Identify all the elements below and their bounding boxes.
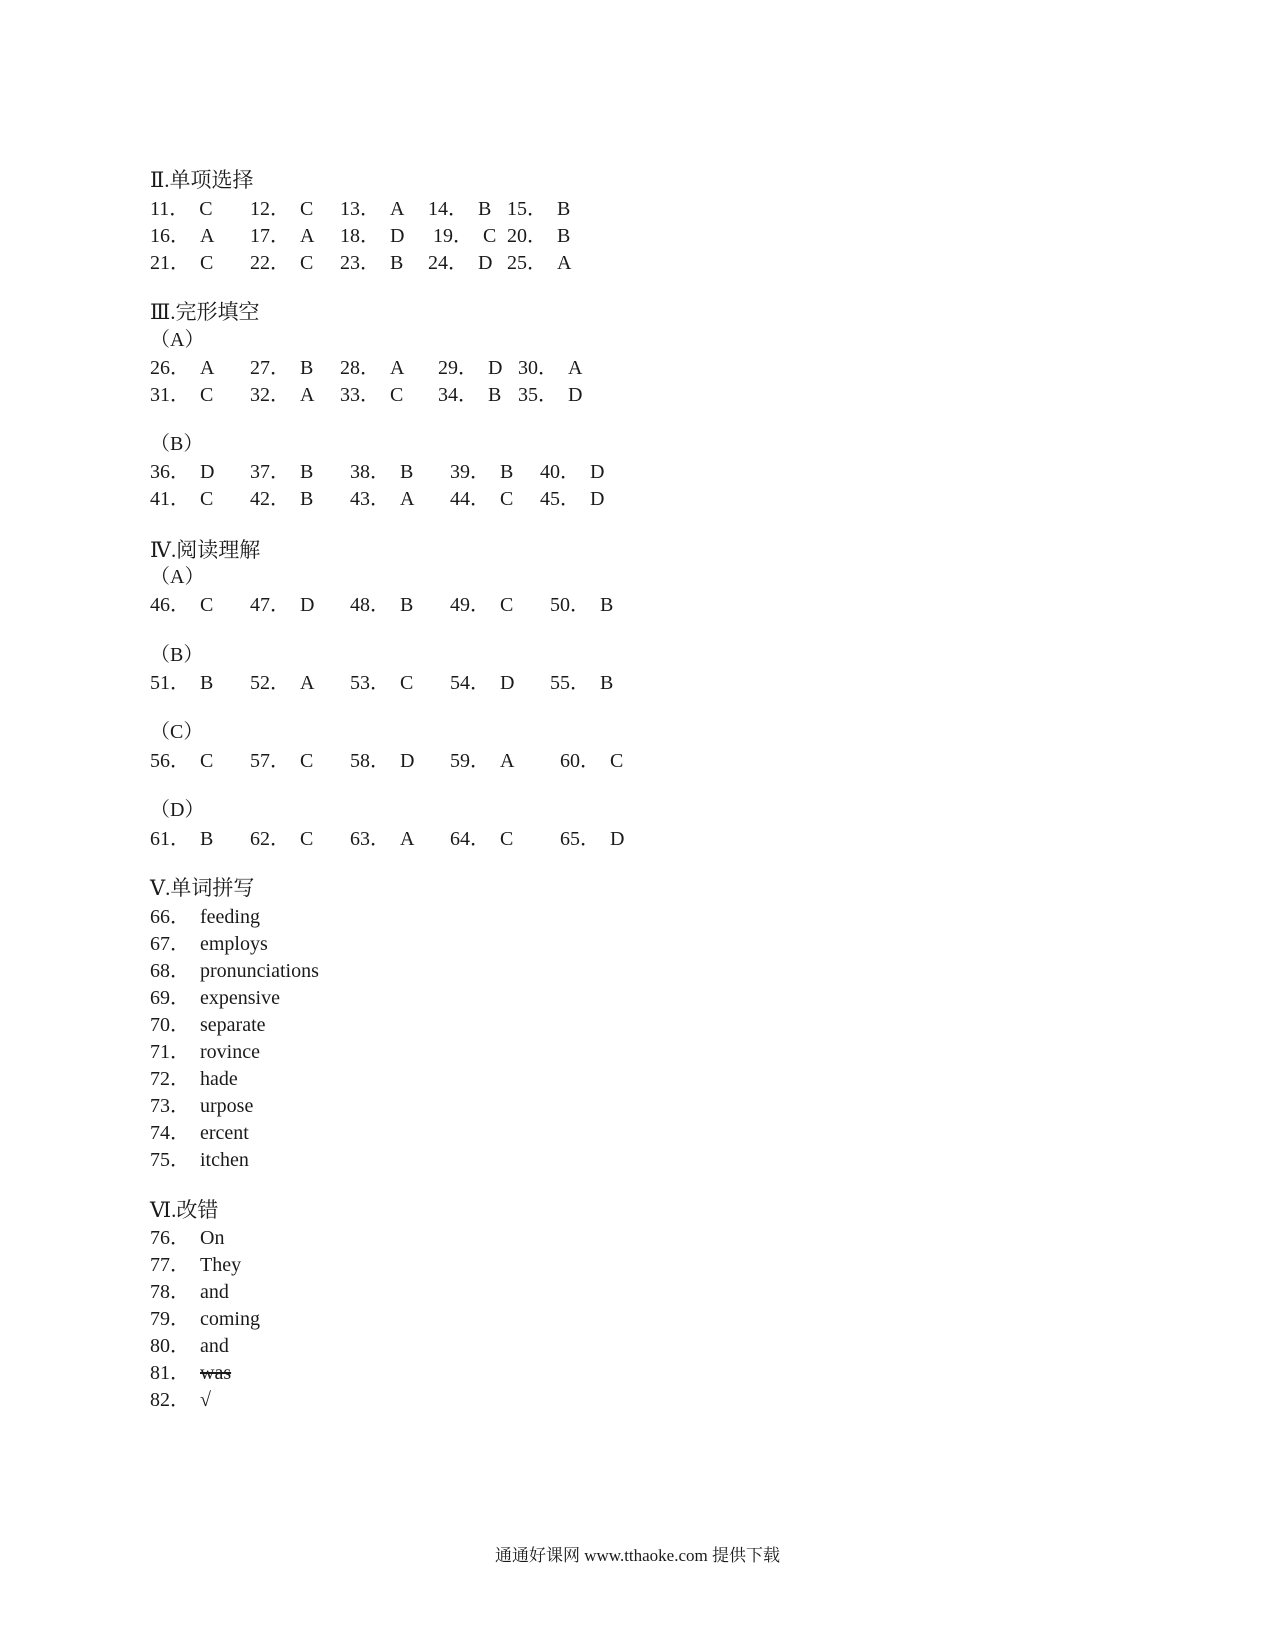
answer-item: 13． A: [340, 198, 405, 220]
answer-item: 59． A: [450, 750, 515, 772]
part-label: （D）: [150, 799, 205, 821]
answer-item: 29． D: [438, 357, 503, 379]
answer-item: 45． D: [540, 488, 605, 510]
answer-item: 22． C: [250, 252, 314, 274]
part-label: （B）: [150, 644, 204, 666]
answer-line: 79． coming: [150, 1308, 260, 1330]
answer-item: 20． B: [507, 225, 571, 247]
answer-item: 27． B: [250, 357, 314, 379]
answer-line: 70． separate: [150, 1014, 266, 1036]
answer-line: 81． was: [150, 1362, 232, 1384]
answer-item: 47． D: [250, 594, 315, 616]
answer-item: 35． D: [518, 384, 583, 406]
answer-item: 19． C: [433, 225, 497, 247]
answer-item: 63． A: [350, 828, 415, 850]
answer-line: 72． hade: [150, 1068, 238, 1090]
answer-item: 17． A: [250, 225, 315, 247]
section-heading-single-choice: Ⅱ.单项选择: [150, 168, 254, 192]
part-label: （B）: [150, 433, 204, 455]
answer-item: 36． D: [150, 461, 215, 483]
answer-item: 58． D: [350, 750, 415, 772]
answer-line: 75． itchen: [150, 1149, 249, 1171]
answer-line: 66． feeding: [150, 906, 260, 928]
part-label: （A）: [150, 329, 205, 351]
answer-item: 46． C: [150, 594, 214, 616]
answer-item: 41． C: [150, 488, 214, 510]
answer-line: 78． and: [150, 1281, 229, 1303]
answer-item: 38． B: [350, 461, 414, 483]
answer-item: 39． B: [450, 461, 514, 483]
answer-item: 61． B: [150, 828, 214, 850]
answer-item: 12． C: [250, 198, 314, 220]
answer-item: 26． A: [150, 357, 215, 379]
answer-line: 68． pronunciations: [150, 960, 319, 982]
part-label: （C）: [150, 721, 204, 743]
answer-item: 54． D: [450, 672, 515, 694]
answer-line: 80． and: [150, 1335, 229, 1357]
answer-item: 55． B: [550, 672, 614, 694]
answer-line: 77． They: [150, 1254, 242, 1276]
answer-item: 15． B: [507, 198, 571, 220]
answer-item: 37． B: [250, 461, 314, 483]
answer-item: 32． A: [250, 384, 315, 406]
answer-line: 73． urpose: [150, 1095, 254, 1117]
answer-item: 57． C: [250, 750, 314, 772]
answer-item: 18． D: [340, 225, 405, 247]
page-footer: 通通好课网 www.tthaoke.com 提供下载: [494, 1546, 781, 1565]
answer-item: 34． B: [438, 384, 502, 406]
answer-item: 28． A: [340, 357, 405, 379]
answer-item: 42． B: [250, 488, 314, 510]
answer-item: 11． C: [150, 198, 213, 220]
answer-item: 50． B: [550, 594, 614, 616]
answer-item: 65． D: [560, 828, 625, 850]
answer-item: 62． C: [250, 828, 314, 850]
answer-line: 71． rovince: [150, 1041, 260, 1063]
section-heading-spelling: Ⅴ.单词拼写: [150, 876, 255, 900]
answer-item: 53． C: [350, 672, 414, 694]
check-mark: √: [200, 1389, 211, 1411]
answer-item: 64． C: [450, 828, 514, 850]
section-heading-error-correction: Ⅵ.改错: [150, 1198, 219, 1222]
answer-line: 74． ercent: [150, 1122, 249, 1144]
answer-item: 52． A: [250, 672, 315, 694]
answer-item: 24． D: [428, 252, 493, 274]
answer-item: 60． C: [560, 750, 624, 772]
answer-item: 31． C: [150, 384, 214, 406]
answer-line: 82． √: [150, 1389, 211, 1411]
answer-item: 40． D: [540, 461, 605, 483]
answer-item: 43． A: [350, 488, 415, 510]
answer-item: 49． C: [450, 594, 514, 616]
answer-item: 25． A: [507, 252, 572, 274]
answer-item: 23． B: [340, 252, 404, 274]
section-heading-cloze: Ⅲ.完形填空: [150, 300, 260, 324]
answer-line: 67． employs: [150, 933, 268, 955]
answer-item: 21． C: [150, 252, 214, 274]
answer-line: 69． expensive: [150, 987, 280, 1009]
answer-item: 56． C: [150, 750, 214, 772]
part-label: （A）: [150, 566, 205, 588]
answer-item: 14． B: [428, 198, 492, 220]
answer-item: 44． C: [450, 488, 514, 510]
struck-word: was: [200, 1362, 232, 1384]
answer-item: 16． A: [150, 225, 215, 247]
section-heading-reading: Ⅳ.阅读理解: [150, 538, 261, 562]
answer-line: 76． On: [150, 1227, 225, 1249]
answer-item: 30． A: [518, 357, 583, 379]
answer-item: 51． B: [150, 672, 214, 694]
answer-item: 33． C: [340, 384, 404, 406]
answer-item: 48． B: [350, 594, 414, 616]
